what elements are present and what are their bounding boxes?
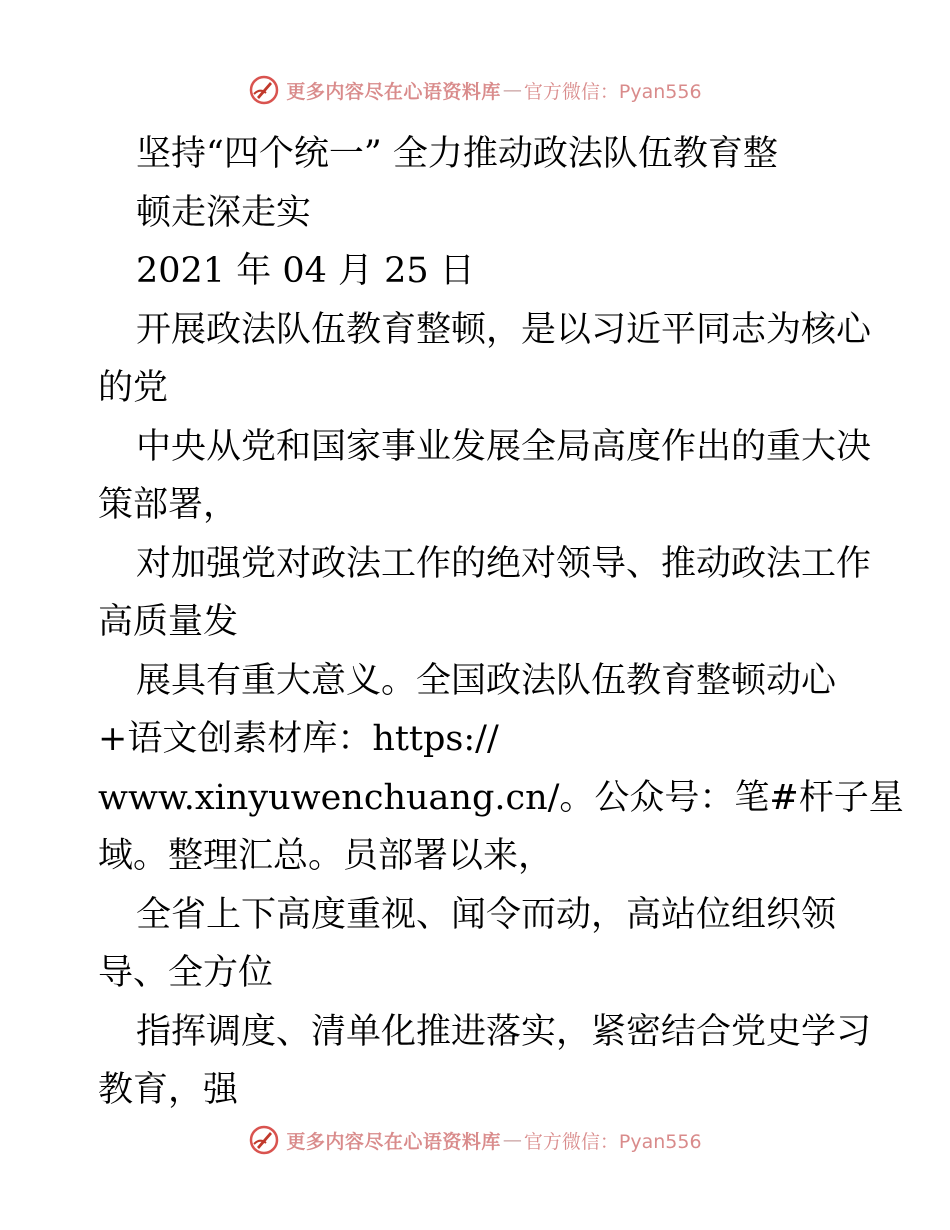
watermark-banner-bottom — [0, 1120, 950, 1160]
body-line: 对加强党对政法工作的绝对领导、推动政法工作 — [136, 543, 872, 584]
body-line: 域。整理汇总。员部署以来， — [98, 836, 554, 876]
body-line: 策部署， — [98, 485, 239, 525]
body-line: 高质量发 — [98, 602, 239, 642]
body-line: 中央从党和国家事业发展全局高度作出的重大决 — [136, 426, 872, 467]
body-line: 的党 — [98, 368, 169, 408]
watermark-banner-top — [0, 70, 950, 110]
watermark-text: 更多内容尽在心语资料库 — [286, 80, 501, 103]
watermark-separator: — — [502, 79, 522, 101]
body-line: 展具有重大意义。全国政法队伍教育整顿动心 — [136, 660, 837, 701]
quill-pen-icon — [248, 74, 280, 106]
document-title-line1: 坚持“四个统一” 全力推动政法队伍教育整 — [136, 134, 778, 174]
watermark-contact: 官方微信：Pyan556 — [523, 1130, 702, 1153]
body-line-url: www.xinyuwenchuang.cn/。公众号：笔#杆子星 — [98, 777, 904, 818]
body-line: 指挥调度、清单化推进落实，紧密结合党史学习 — [136, 1011, 872, 1052]
watermark-contact: 官方微信：Pyan556 — [523, 80, 702, 103]
document-date: 2021 年 04 月 25 日 — [136, 251, 475, 291]
body-line: 开展政法队伍教育整顿，是以习近平同志为核心 — [136, 309, 872, 350]
watermark-separator: — — [502, 1129, 522, 1151]
watermark-text: 更多内容尽在心语资料库 — [286, 1130, 501, 1153]
body-line: 导、全方位 — [98, 953, 274, 993]
body-line: +语文创素材库：https:// — [98, 719, 499, 759]
document-body — [98, 125, 904, 1120]
quill-pen-icon — [248, 1124, 280, 1156]
document-title-line2: 顿走深走实 — [136, 192, 312, 233]
body-line: 全省上下高度重视、闻令而动，高站位组织领 — [136, 894, 837, 935]
body-line: 教育，强 — [98, 1070, 239, 1110]
